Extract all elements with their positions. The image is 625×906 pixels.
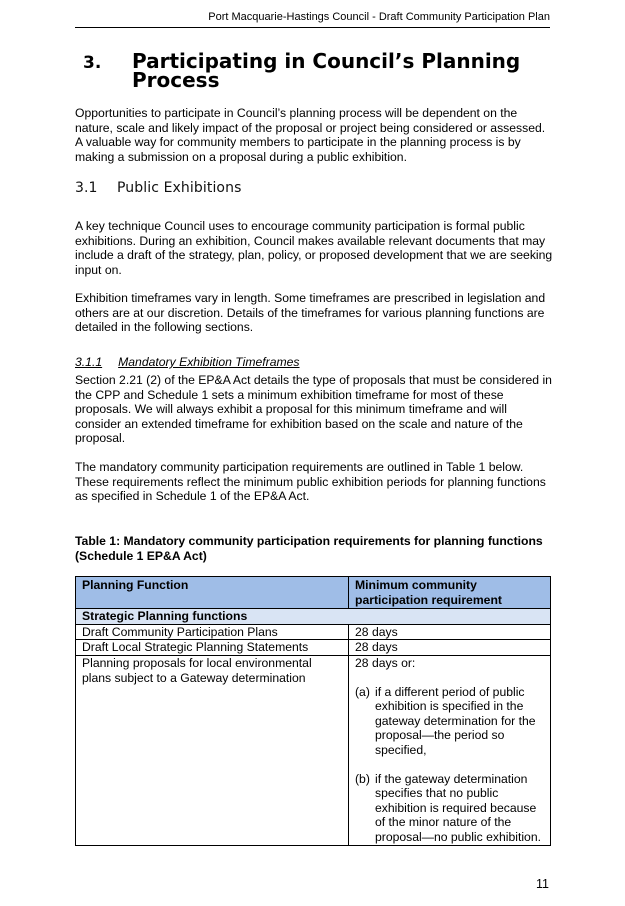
table-category-row bbox=[76, 609, 551, 625]
condition-item bbox=[355, 685, 544, 758]
section-intro-paragraph: Opportunities to participate in Council’s planning process will be dependent on the nature, scale and likely impact of the proposal or project being considered or assessed. A valuable way for community members to participate in the planning process is by making a submission on a proposal during a public exhibition. bbox=[75, 106, 546, 164]
requirements-table bbox=[75, 576, 551, 846]
exhibitions-paragraph-2: Exhibition timeframes vary in length. Some timeframes are prescribed in legislation and others are at our discretion. Details of the timeframes for various planning functions are detailed in the following sections. bbox=[75, 291, 546, 335]
condition-list bbox=[355, 685, 544, 845]
column-header-function: Planning Function bbox=[76, 577, 349, 609]
column-header-requirement: Minimum community participation requirement bbox=[349, 577, 551, 609]
subsubsection-title: Mandatory Exhibition Timeframes bbox=[118, 355, 300, 369]
function-cell: Draft Community Participation Plans bbox=[76, 624, 349, 640]
page-number: 11 bbox=[536, 877, 549, 891]
section-number: 3. bbox=[83, 53, 102, 73]
subsection-number: 3.1 bbox=[75, 180, 98, 196]
condition-label: (a) bbox=[355, 684, 370, 699]
table-row bbox=[76, 624, 551, 640]
timeframes-paragraph-1: Section 2.21 (2) of the EP&A Act details the type of proposals that must be considered in the CPP and Schedule 1 sets a minimum exhibition timeframe for most of these proposals. We will always exhibit a proposal for this minimum timeframe and will consider an extended timeframe for exhibition based on the scale and nature of the proposal. bbox=[75, 373, 552, 446]
table-row bbox=[76, 655, 551, 845]
timeframes-paragraph-2: The mandatory community participation requirements are outlined in Table 1 below. These requirements reflect the minimum public exhibition periods for planning functions as specified in Schedule 1 of the EP&A Act. bbox=[75, 460, 546, 504]
requirement-cell bbox=[349, 655, 551, 845]
table-caption: Table 1: Mandatory community participation requirements for planning functions (Schedule 1 EP&A Act) bbox=[75, 534, 543, 563]
section-title: Participating in Council’s Planning Process bbox=[132, 49, 521, 92]
condition-text: if the gateway determination specifies that no public exhibition is required because of the minor nature of the proposal—no public exhibition. bbox=[375, 771, 541, 844]
requirement-text: 28 days or: bbox=[355, 655, 416, 670]
table-header-row bbox=[76, 577, 551, 609]
subsubsection-number: 3.1.1 bbox=[75, 355, 103, 369]
condition-item bbox=[355, 772, 544, 845]
subsubsection-heading bbox=[75, 355, 300, 369]
subsection-heading bbox=[75, 180, 242, 196]
function-cell: Draft Local Strategic Planning Statements bbox=[76, 640, 349, 656]
condition-text: if a different period of public exhibition is specified in the gateway determination for the proposal—the period so specified, bbox=[375, 684, 536, 757]
category-label: Strategic Planning functions bbox=[76, 609, 551, 625]
subsection-title: Public Exhibitions bbox=[117, 180, 242, 196]
table-row bbox=[76, 640, 551, 656]
requirement-cell: 28 days bbox=[349, 624, 551, 640]
condition-label: (b) bbox=[355, 771, 370, 786]
requirement-cell: 28 days bbox=[349, 640, 551, 656]
running-header: Port Macquarie-Hastings Council - Draft Community Participation Plan bbox=[75, 10, 550, 28]
exhibitions-paragraph-1: A key technique Council uses to encourage community participation is formal public exhibitions. During an exhibition, Council makes available relevant documents that may include a draft of the strategy, plan, policy, or proposed development that we are seeking input on. bbox=[75, 219, 553, 277]
function-cell: Planning proposals for local environmental plans subject to a Gateway determination bbox=[76, 655, 349, 845]
